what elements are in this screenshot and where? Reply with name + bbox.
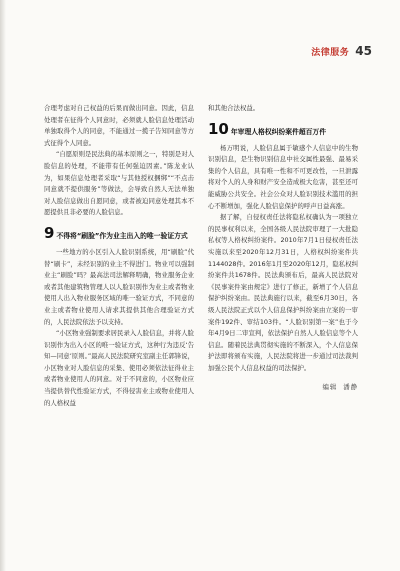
- editor-byline: [208, 382, 358, 394]
- section-title: 不得将“刷脸”作为业主出入的唯一验证方式: [56, 231, 188, 240]
- paragraph: 一些地方的小区引入人脸识别系统，用“刷脸”代替“刷卡”，未经识别的业主不得进门。物业可以强制业主“刷脸”吗？最高法司法解释明确，物业服务企业或者其他建筑物管理人以人脸识别作为业主或者物业使用人出入物业服务区域的唯一验证方式，不同意的业主或者物业使用人请求其提供其他合理验证方式的，人民法院依法予以支持。: [44, 247, 194, 326]
- byline-label: 编辑: [322, 383, 338, 392]
- right-column: [208, 103, 358, 394]
- section-tag: 法律服务: [311, 47, 350, 58]
- paragraph: “自愿原则是民法典的基本原则之一，特别是对人脸信息的处理，不能带有任何强迫因素。”陈龙业认为，如果信息处理者采取“与其他授权捆绑”“不点击同意就不提供服务”等做法，会导致自然人无法单独对人脸信息做出自愿同意，或者被迫同意处理其本不愿提供且非必要的人脸信息。: [44, 150, 194, 217]
- paragraph: 和其他合法权益。: [208, 104, 260, 112]
- section-heading-9: [44, 223, 194, 242]
- page-number: 45: [355, 44, 372, 58]
- left-column: [44, 103, 194, 409]
- byline-name: 潘静: [343, 383, 358, 392]
- section-title: 年审理人格权纠纷案件超百万件: [230, 127, 327, 136]
- paragraph: 合理考虑对自己权益的后果而做出同意。因此，信息处理者在征得个人同意时，必须就人脸信息处理活动单独取得个人的同意，不能通过一揽子告知同意等方式征得个人同意。: [44, 104, 194, 147]
- paragraph: “小区物业强制要求居民录入人脸信息，并将人脸识别作为出入小区的唯一验证方式，这种行为违反‘告知—同意’原则。”最高人民法院研究室副主任郭锋说，小区物业对人脸信息的采集、使用必须依法征得业主或者物业使用人的同意。对于不同意的，小区物业应当提供替代性验证方式，不得侵害业主或物业使用人的人格权益: [44, 329, 194, 407]
- section-number: 10: [208, 119, 229, 138]
- section-number: 9: [44, 223, 55, 242]
- section-heading-10: [208, 119, 358, 138]
- page-header: [311, 44, 372, 58]
- page-spine-shadow: [0, 0, 6, 571]
- paragraph: 杨万明说，人脸信息属于敏感个人信息中的生物识别信息，是生物识别信息中社交属性最强、最易采集的个人信息，具有唯一性和不可更改性，一旦泄露将对个人的人身和财产安全造成极大危害，甚至还可能威胁公共安全。社会公众对人脸识别技术滥用的担心不断增加，强化人脸信息保护的呼声日益高涨。: [208, 143, 358, 210]
- paragraph: 据了解，自侵权责任法将隐私权确认为一项独立的民事权利以来，全国各级人民法院审理了一大批隐私权等人格权纠纷案件。2010年7月1日侵权责任法实施以来至2020年12月31日，人格权纠纷案件共1144028件。2016年1月至2020年12月，隐私权纠纷案件共1678件。民法典颁布后，最高人民法院对《民事案件案由规定》进行了修正，新增了个人信息保护纠纷案由。民法典施行以来，截至6月30日，各级人民法院正式以个人信息保护纠纷案由立案的一审案件192件、审结103件。“人脸识别第一案”也于今年4月9日二审宣判，依法保护自然人人脸信息等个人信息。随着民法典贯彻实施的不断深入，个人信息保护法即将颁布实施，人民法院将进一步通过司法裁判加强公民个人信息权益的司法保护。: [208, 213, 358, 372]
